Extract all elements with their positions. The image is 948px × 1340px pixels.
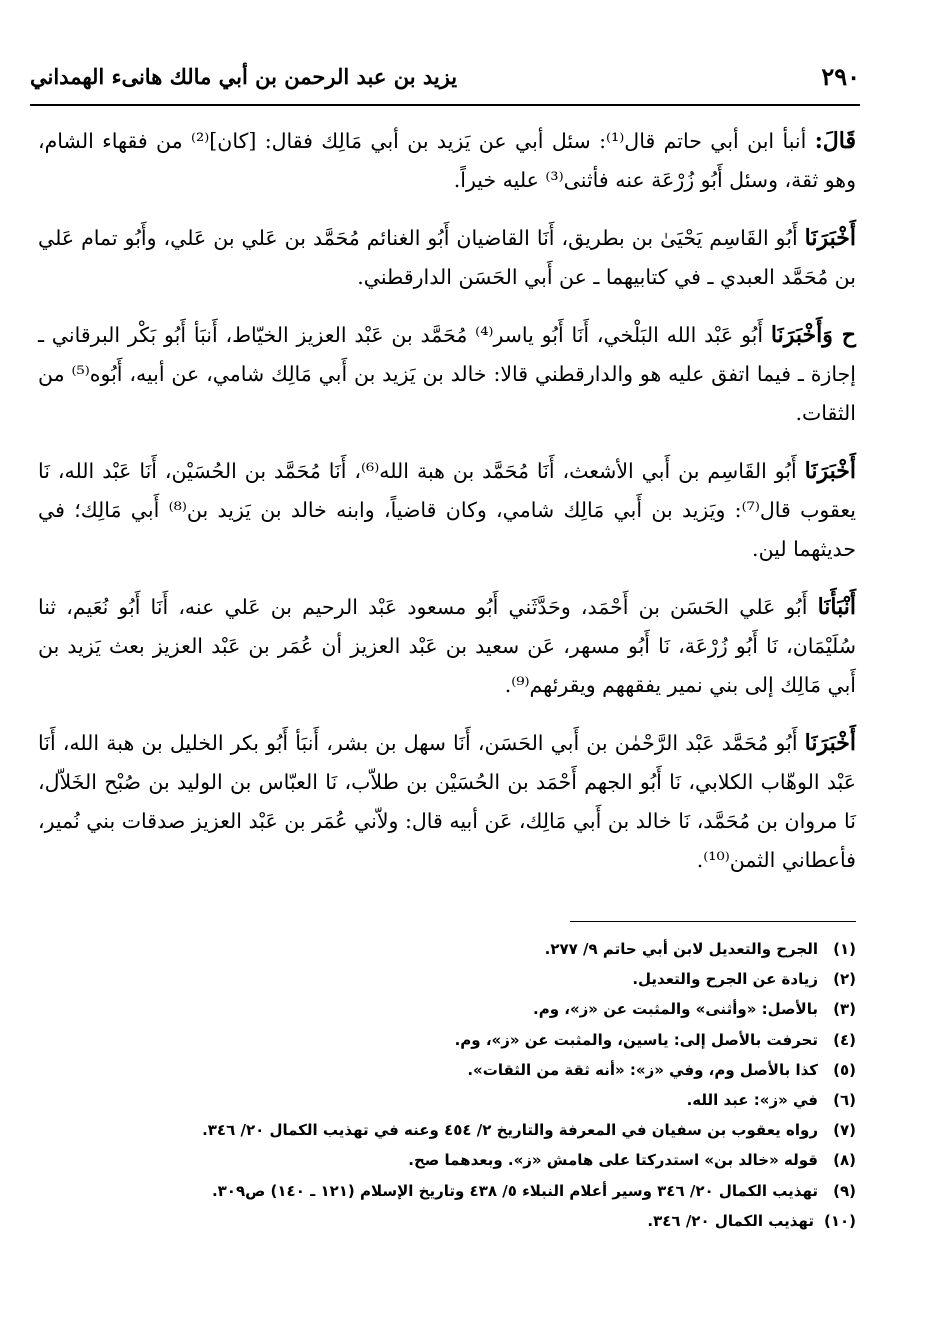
paragraph [38,724,856,880]
footnote-text: بالأصل: «وأثنى» والمثبت عن «ز»، وم. [533,1000,818,1019]
footnote-number: (١٠) [823,1211,856,1230]
footnote-text: تهذيب الكمال ٢٠/ ٣٤٦ وسير أعلام النبلاء ٥/ ٤٣٨ وتاريخ الإسلام (١٢١ ـ ١٤٠) ص٣٠٩. [211,1181,818,1200]
footnote-number: (٨) [833,1151,856,1170]
footnote [150,1176,856,1206]
paragraph-lead: أَخْبَرَنَا [804,458,856,484]
footnote [150,1206,856,1236]
paragraph-lead: أَنْبَأَنَا [817,594,856,620]
paragraph-lead: قَالَ: [814,128,857,154]
running-title: يزيد بن عبد الرحمن بن أبي مالك هانىء الهمداني [30,64,458,89]
footnote-text: تهذيب الكمال ٢٠/ ٣٤٦. [647,1211,814,1230]
paragraph-text: أنبأ ابن أبي حاتم قال⁽¹⁾: سئل أبي عن يَزيد بن أبي مَالِك فقال: [كان]⁽²⁾ من فقهاء الشام، وهو ثقة، وسئل أَبُو زُرْعَة عنه فأثنى⁽³⁾ عليه خيراً. [38,129,856,192]
footnote [150,1055,856,1085]
footnote-text: في «ز»: عبد الله. [686,1091,818,1110]
footnote [150,934,856,964]
main-text [38,122,856,899]
footnote-text: تحرفت بالأصل إلى: ياسين، والمثبت عن «ز»، وم. [454,1030,818,1049]
footnote-text: قوله «خالد بن» استدركتا على هامش «ز». وبعدهما صح. [408,1151,818,1170]
page-header [30,62,860,102]
footnote [150,1085,856,1115]
footnotes [150,934,856,1236]
footnote-text: رواه يعقوب بن سفيان في المعرفة والتاريخ ٢/ ٤٥٤ وعنه في تهذيب الكمال ٢٠/ ٣٤٦. [202,1121,818,1140]
footnote [150,994,856,1024]
footnote [150,964,856,994]
footnote-number: (٢) [833,970,856,989]
footnote-number: (٩) [833,1181,856,1200]
footnote-number: (٦) [833,1091,856,1110]
footnote [150,1025,856,1055]
paragraph-text: أَبُو مُحَمَّد عَبْد الرَّحْمٰن بن أَبي الحَسَن، أَنَا سهل بن بشر، أَنبَأ أَبُو بكر الخليل بن هبة الله، أَنَا عَبْد الوهّاب الكلابي، نَا أَبُو الجهم أَحْمَد بن الحُسَيْن بن طلاّب، نَا العبّاس بن الوليد بن صُبْح الخَلاّل، نَا مروان بن مُحَمَّد، نَا خالد بن أَبي مَالِك، عَن أبيه قال: ولاّني عُمَر بن عَبْد العزيز صدقات بني نُمير، فأعطاني الثمن⁽¹⁰⁾. [38,731,856,872]
footnote [150,1115,856,1145]
paragraph-lead: ح وَأَخْبَرَنَا [770,322,856,348]
header-rule [30,104,860,106]
paragraph-lead: أَخْبَرَنَا [804,730,856,756]
paragraph-text: أَبُو القَاسِم يَحْيَىٰ بن بطريق، أَنَا القاضيان أَبُو الغنائم مُحَمَّد بن عَلي بن عَلي، وأَبُو تمام عَلي بن مُحَمَّد العبدي ـ في كتابيهما ـ عن أَبي الحَسَن الدارقطني. [38,226,856,289]
paragraph [38,588,856,705]
footnote-text: الجرح والتعديل لابن أبي حاتم ٩/ ٢٧٧. [544,940,818,958]
paragraph-text: أَبُو عَبْد الله البَلْخي، أَنَا أَبُو ياسر⁽⁴⁾ مُحَمَّد بن عَبْد العزيز الخيّاط، أَنبَأ أَبُو بَكْر البرقاني ـ إجازة ـ فيما اتفق عليه هو والدارقطني قالا: خالد بن يَزيد بن أَبي مَالِك شامي، عن أبيه، أَبُوه⁽⁵⁾ من الثقات. [38,323,856,425]
paragraph [38,452,856,569]
footnote-rule [570,921,856,922]
paragraph-lead: أَخْبَرَنَا [804,225,856,251]
footnote-number: (٥) [833,1060,856,1079]
footnote-text: زيادة عن الجرح والتعديل. [632,970,818,989]
paragraph [38,122,856,200]
paragraph [38,316,856,433]
paragraph-text: أَبُو عَلي الحَسَن بن أَحْمَد، وحَدَّثَني أَبُو مسعود عَبْد الرحيم بن عَلي عنه، أَنَا أَبُو نُعَيم، ثنا سُلَيْمَان، نَا أَبُو زُرْعَة، نَا أَبُو مسهر، عَن سعيد بن عَبْد العزيز أن عُمَر بن عَبْد العزيز بعث يَزيد بن أَبي مَالِك إلى بني نمير يفقههم ويقرئهم⁽⁹⁾. [38,595,856,697]
paragraph-text: أَبُو القَاسِم بن أَبي الأشعث، أَنَا مُحَمَّد بن هبة الله⁽⁶⁾، أَنَا مُحَمَّد بن الحُسَيْن، أَنَا عَبْد الله، نَا يعقوب قال⁽⁷⁾: ويَزيد بن أَبي مَالِك شامي، وكان قاضياً، وابنه خالد بن يَزيد بن⁽⁸⁾ أَبي مَالِك؛ في حديثهما لين. [38,459,856,561]
footnote-number: (١) [833,940,856,958]
footnote-text: كذا بالأصل وم، وفي «ز»: «أنه ثقة من الثقات». [467,1060,818,1079]
footnote-number: (٤) [833,1030,856,1049]
footnote-number: (٣) [833,1000,856,1019]
footnote-number: (٧) [833,1121,856,1140]
footnote [150,1145,856,1175]
page-number: ٢٩٠ [821,62,860,91]
paragraph [38,219,856,297]
